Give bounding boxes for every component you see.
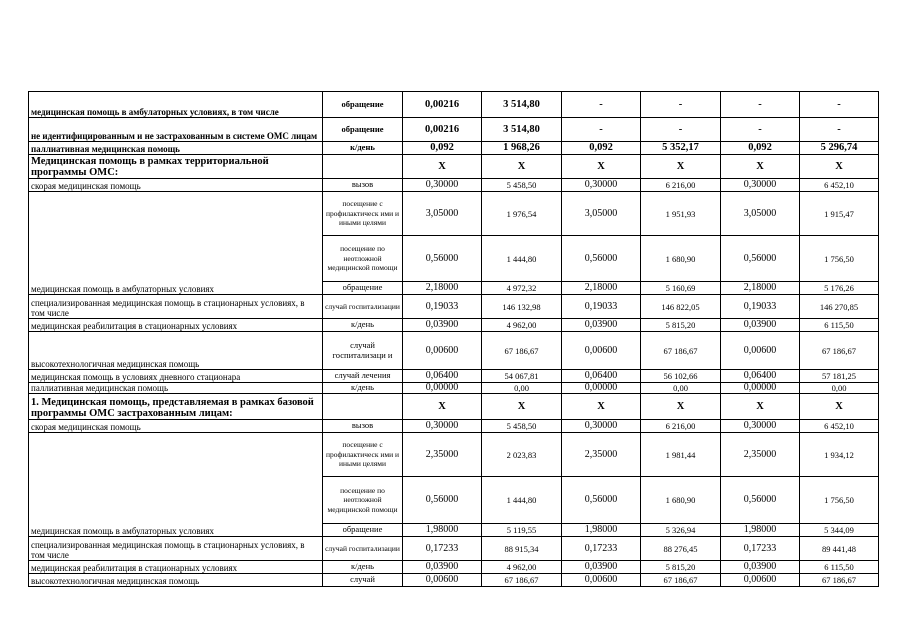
value-cell: 0,00 (800, 383, 879, 394)
value-cell: 4 962,00 (482, 561, 562, 574)
value-cell: 0,30000 (562, 179, 641, 192)
value-cell: 6 216,00 (641, 420, 721, 433)
value-cell: 88 915,34 (482, 537, 562, 561)
table-row (29, 142, 879, 155)
value-cell: 5 176,26 (800, 282, 879, 295)
value-cell: 5 296,74 (800, 142, 879, 155)
value-cell: 5 815,20 (641, 319, 721, 332)
value-cell: 0,30000 (721, 420, 800, 433)
table-row (29, 370, 879, 383)
value-cell: 1 756,50 (800, 236, 879, 282)
unit-cell (323, 155, 403, 179)
unit-cell: посещение по неотложной медицинской помощи (323, 477, 403, 524)
table-row (29, 394, 879, 420)
unit-cell: случай лечения (323, 370, 403, 383)
value-cell: 1 756,50 (800, 477, 879, 524)
table-row (29, 179, 879, 192)
value-cell: X (482, 394, 562, 420)
value-cell: 0,56000 (562, 236, 641, 282)
value-cell: 4 962,00 (482, 319, 562, 332)
row-name-cell: специализированная медицинская помощь в стационарных условиях, в том числе (29, 295, 323, 319)
value-cell: 0,00 (641, 383, 721, 394)
value-cell: 3 514,80 (482, 118, 562, 142)
value-cell: 0,17233 (403, 537, 482, 561)
value-cell: 1 976,54 (482, 192, 562, 236)
value-cell: 1 444,80 (482, 477, 562, 524)
table-row (29, 383, 879, 394)
value-cell: - (800, 92, 879, 118)
value-cell: 0,092 (721, 142, 800, 155)
unit-cell: обращение (323, 282, 403, 295)
value-cell: 0,56000 (721, 477, 800, 524)
value-cell: 67 186,67 (800, 332, 879, 370)
value-cell: 1 981,44 (641, 433, 721, 477)
tariff-table-container (28, 91, 878, 587)
value-cell: 0,00600 (721, 332, 800, 370)
value-cell: X (641, 394, 721, 420)
row-name-cell: паллиативная медицинская помощь (29, 383, 323, 394)
value-cell: 3,05000 (403, 192, 482, 236)
value-cell: 0,30000 (721, 179, 800, 192)
value-cell: 3,05000 (721, 192, 800, 236)
table-row (29, 433, 879, 477)
value-cell: 5 160,69 (641, 282, 721, 295)
value-cell: X (641, 155, 721, 179)
row-name-cell: высокотехнологичная медицинская помощь (29, 332, 323, 370)
value-cell: 0,00000 (403, 383, 482, 394)
unit-cell: к/день (323, 142, 403, 155)
row-name-cell: высокотехнологичная медицинская помощь (29, 574, 323, 587)
value-cell: 6 216,00 (641, 179, 721, 192)
table-row (29, 332, 879, 370)
table-row (29, 319, 879, 332)
value-cell: 0,00600 (403, 574, 482, 587)
value-cell: 0,17233 (562, 537, 641, 561)
value-cell: 0,19033 (721, 295, 800, 319)
unit-cell: к/день (323, 319, 403, 332)
value-cell: 0,03900 (721, 561, 800, 574)
value-cell: 146 822,05 (641, 295, 721, 319)
tariff-table-body (29, 92, 879, 587)
row-name-cell: медицинская реабилитация в стационарных условиях (29, 319, 323, 332)
value-cell: 1,98000 (562, 524, 641, 537)
table-row (29, 574, 879, 587)
unit-cell: посещение с профилактическ ими и иными целями (323, 192, 403, 236)
value-cell: 1 444,80 (482, 236, 562, 282)
value-cell: 146 132,98 (482, 295, 562, 319)
value-cell: 5 119,55 (482, 524, 562, 537)
value-cell: 0,30000 (403, 420, 482, 433)
value-cell: 1 951,93 (641, 192, 721, 236)
value-cell: X (721, 155, 800, 179)
value-cell: - (800, 118, 879, 142)
value-cell: 0,56000 (721, 236, 800, 282)
value-cell: 1,98000 (721, 524, 800, 537)
value-cell: 6 452,10 (800, 420, 879, 433)
value-cell: 6 115,50 (800, 561, 879, 574)
table-row (29, 155, 879, 179)
value-cell: 5 458,50 (482, 179, 562, 192)
unit-cell: случай госпитализации (323, 537, 403, 561)
value-cell: 57 181,25 (800, 370, 879, 383)
value-cell: 2,18000 (562, 282, 641, 295)
value-cell: 0,00000 (562, 383, 641, 394)
value-cell: - (641, 92, 721, 118)
value-cell: 67 186,67 (641, 574, 721, 587)
value-cell: 0,19033 (403, 295, 482, 319)
row-name-cell: Медицинская помощь в рамках территориальной программы ОМС: (29, 155, 323, 179)
row-name-cell: медицинская помощь в амбулаторных условиях (29, 433, 323, 537)
row-name-cell: не идентифицированным и не застрахованным в системе ОМС лицам (29, 118, 323, 142)
value-cell: - (562, 118, 641, 142)
value-cell: 0,00600 (403, 332, 482, 370)
value-cell: 1 915,47 (800, 192, 879, 236)
unit-cell: случай госпитализации (323, 295, 403, 319)
value-cell: 0,56000 (403, 236, 482, 282)
value-cell: 1 968,26 (482, 142, 562, 155)
value-cell: 146 270,85 (800, 295, 879, 319)
unit-cell: посещение по неотложной медицинской помощи (323, 236, 403, 282)
value-cell: 0,06400 (403, 370, 482, 383)
tariff-table (28, 91, 879, 587)
value-cell: 1,98000 (403, 524, 482, 537)
value-cell: 2,18000 (403, 282, 482, 295)
value-cell: X (800, 394, 879, 420)
value-cell: X (482, 155, 562, 179)
value-cell: 0,17233 (721, 537, 800, 561)
row-name-cell: медицинская реабилитация в стационарных условиях (29, 561, 323, 574)
value-cell: 2,18000 (721, 282, 800, 295)
unit-cell: обращение (323, 92, 403, 118)
value-cell: 6 115,50 (800, 319, 879, 332)
value-cell: X (800, 155, 879, 179)
row-name-cell: медицинская помощь в условиях дневного стационара (29, 370, 323, 383)
value-cell: 2,35000 (721, 433, 800, 477)
value-cell: X (562, 155, 641, 179)
row-name-cell: медицинская помощь в амбулаторных условиях (29, 192, 323, 295)
value-cell: 67 186,67 (800, 574, 879, 587)
value-cell: - (562, 92, 641, 118)
unit-cell: посещение с профилактическ ими и иными целями (323, 433, 403, 477)
unit-cell: случай госпитализаци и (323, 332, 403, 370)
value-cell: 0,00600 (562, 574, 641, 587)
value-cell: 0,00216 (403, 92, 482, 118)
unit-cell: обращение (323, 118, 403, 142)
value-cell: 3 514,80 (482, 92, 562, 118)
table-row (29, 537, 879, 561)
value-cell: X (721, 394, 800, 420)
value-cell: 0,00600 (721, 574, 800, 587)
value-cell: 0,00 (482, 383, 562, 394)
value-cell: 5 326,94 (641, 524, 721, 537)
value-cell: 0,19033 (562, 295, 641, 319)
value-cell: 56 102,66 (641, 370, 721, 383)
value-cell: 4 972,32 (482, 282, 562, 295)
value-cell: 0,30000 (562, 420, 641, 433)
unit-cell: случай (323, 574, 403, 587)
table-row (29, 295, 879, 319)
value-cell: 2,35000 (403, 433, 482, 477)
table-row (29, 561, 879, 574)
unit-cell: к/день (323, 383, 403, 394)
table-row (29, 420, 879, 433)
value-cell: 67 186,67 (482, 574, 562, 587)
value-cell: 1 680,90 (641, 477, 721, 524)
row-name-cell: специализированная медицинская помощь в стационарных условиях, в том числе (29, 537, 323, 561)
table-row (29, 192, 879, 236)
value-cell: 0,03900 (721, 319, 800, 332)
value-cell: 1 934,12 (800, 433, 879, 477)
value-cell: 3,05000 (562, 192, 641, 236)
value-cell: 5 352,17 (641, 142, 721, 155)
value-cell: 6 452,10 (800, 179, 879, 192)
value-cell: 0,06400 (721, 370, 800, 383)
value-cell: - (721, 92, 800, 118)
value-cell: 5 815,20 (641, 561, 721, 574)
unit-cell: обращение (323, 524, 403, 537)
value-cell: - (641, 118, 721, 142)
value-cell: 0,06400 (562, 370, 641, 383)
value-cell: 0,092 (403, 142, 482, 155)
value-cell: 0,56000 (562, 477, 641, 524)
row-name-cell: 1. Медицинская помощь, представляемая в рамках базовой программы ОМС застрахованным лицам: (29, 394, 323, 420)
value-cell: 1 680,90 (641, 236, 721, 282)
value-cell: 2,35000 (562, 433, 641, 477)
value-cell: 67 186,67 (482, 332, 562, 370)
value-cell: 0,03900 (403, 561, 482, 574)
unit-cell (323, 394, 403, 420)
value-cell: 89 441,48 (800, 537, 879, 561)
value-cell: 0,00216 (403, 118, 482, 142)
row-name-cell: скорая медицинская помощь (29, 420, 323, 433)
value-cell: 0,00000 (721, 383, 800, 394)
value-cell: 88 276,45 (641, 537, 721, 561)
value-cell: 0,03900 (562, 319, 641, 332)
table-row (29, 118, 879, 142)
value-cell: 0,00600 (562, 332, 641, 370)
value-cell: 0,56000 (403, 477, 482, 524)
row-name-cell: скорая медицинская помощь (29, 179, 323, 192)
value-cell: X (403, 394, 482, 420)
unit-cell: вызов (323, 179, 403, 192)
row-name-cell: паллиативная медицинская помощь (29, 142, 323, 155)
unit-cell: к/день (323, 561, 403, 574)
unit-cell: вызов (323, 420, 403, 433)
value-cell: 67 186,67 (641, 332, 721, 370)
value-cell: 2 023,83 (482, 433, 562, 477)
value-cell: 0,03900 (562, 561, 641, 574)
value-cell: X (403, 155, 482, 179)
value-cell: 5 458,50 (482, 420, 562, 433)
value-cell: X (562, 394, 641, 420)
row-name-cell: медицинская помощь в амбулаторных условиях, в том числе (29, 92, 323, 118)
value-cell: - (721, 118, 800, 142)
value-cell: 5 344,09 (800, 524, 879, 537)
value-cell: 0,30000 (403, 179, 482, 192)
value-cell: 0,092 (562, 142, 641, 155)
value-cell: 0,03900 (403, 319, 482, 332)
value-cell: 54 067,81 (482, 370, 562, 383)
table-row (29, 92, 879, 118)
